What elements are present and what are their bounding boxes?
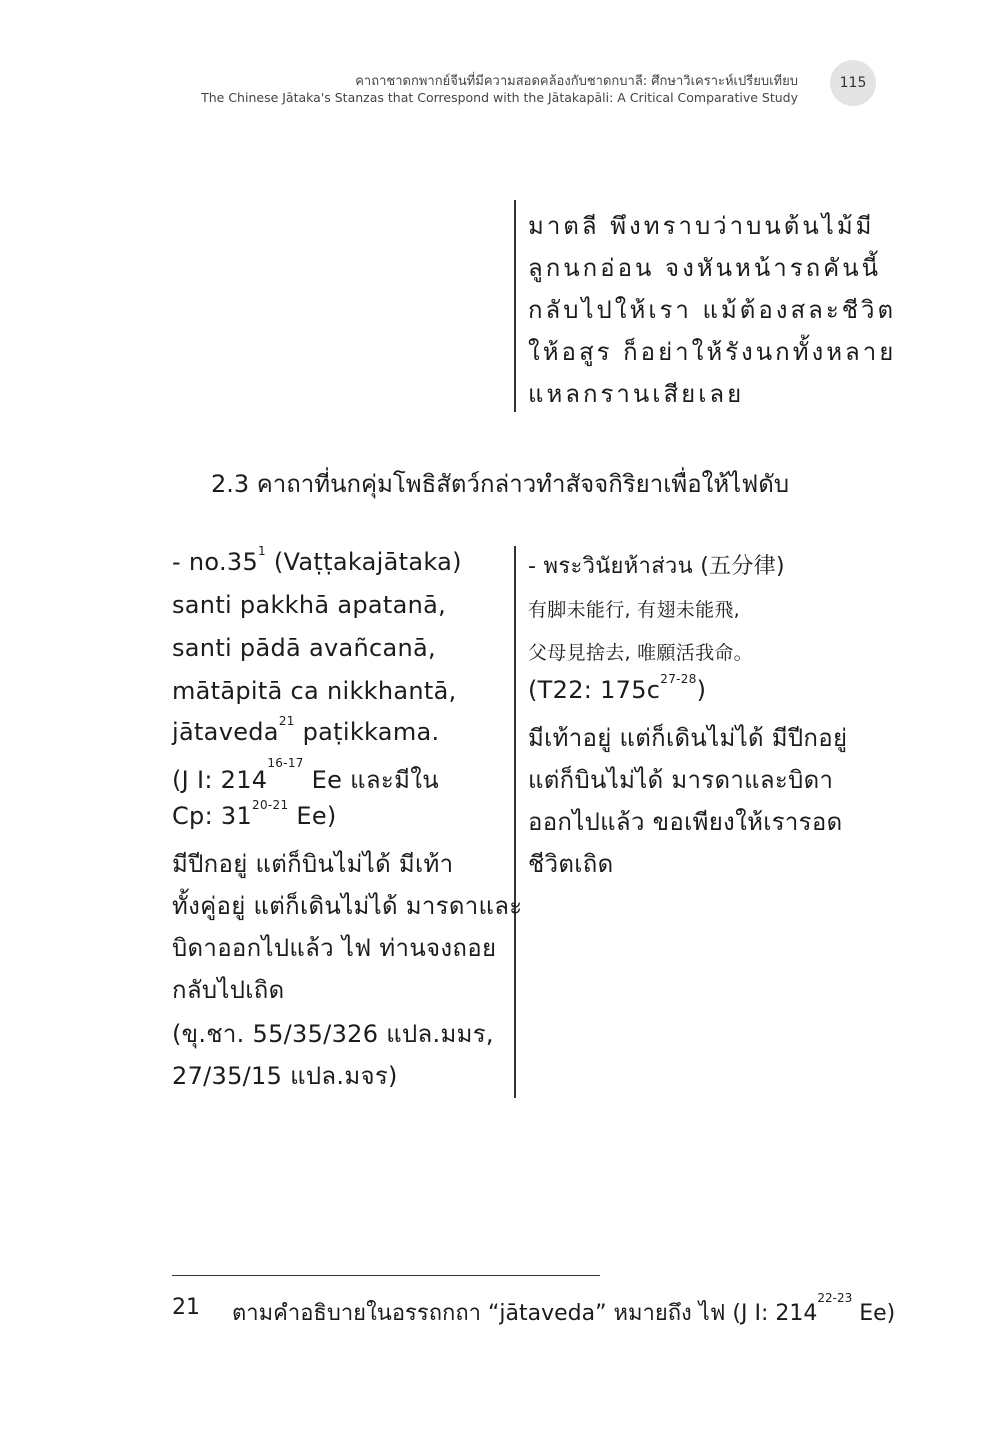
chinese-line: 有脚未能行, 有翅未能飛,: [528, 599, 741, 621]
footnote-ref: 21: [278, 714, 295, 728]
footnote-text: [232, 1291, 896, 1330]
reference-text: Ee): [288, 802, 337, 830]
footnote-number: 21: [172, 1295, 200, 1320]
translation-line: บิดาออกไปแล้ว ไฟ ท่านจงถอย: [172, 934, 497, 962]
left-source-prefix: - no.35: [172, 548, 259, 576]
reference-text: ): [696, 676, 707, 704]
reference-text: (T22: 175c: [528, 676, 661, 704]
reference-text: Cp: 31: [172, 802, 253, 830]
left-source-suffix: (Vaṭṭakajātaka): [265, 548, 462, 576]
top-verse-line: แหลกรานเสียเลย: [528, 380, 745, 408]
top-verse-line: กลับไปให้เรา แม้ต้องสละชีวิต: [528, 296, 897, 324]
translation-line: ออกไปแล้ว ขอเพียงให้เรารอด: [528, 808, 843, 836]
reference-line: (ขุ.ชา. 55/35/326 แปล.มมร,: [172, 1020, 494, 1048]
footnote-ref: 1: [258, 544, 266, 558]
reference-line: 27/35/15 แปล.มจร): [172, 1062, 398, 1090]
pali-line: mātāpitā ca nikkhantā,: [172, 677, 457, 705]
section-heading: 2.3 คาถาที่นกคุ่มโพธิสัตว์กล่าวทำสัจจกิริยาเพื่อให้ไฟดับ: [210, 470, 790, 498]
translation-line: แต่ก็บินไม่ได้ มารดาและบิดา: [528, 766, 834, 794]
pali-word: jātaveda: [172, 718, 279, 746]
translation-line: มีปีกอยู่ แต่ก็บินไม่ได้ มีเท้า: [172, 850, 454, 878]
page-number: 115: [839, 75, 867, 91]
top-verse-line: ลูกนกอ่อน จงหันหน้ารถคันนี้: [528, 254, 882, 282]
reference-text: (J I: 214: [172, 766, 268, 794]
reference-sup: 27-28: [660, 672, 697, 686]
translation-line: ทั้งคู่อยู่ แต่ก็เดินไม่ได้ มารดาและ: [172, 892, 523, 920]
right-source-line: - พระวินัยห้าส่วน (五分律): [528, 554, 785, 579]
pali-line: [172, 714, 440, 746]
pali-word: paṭikkama.: [294, 718, 440, 746]
footnote-sup: 22-23: [817, 1291, 853, 1305]
reference-sup: 20-21: [252, 798, 289, 812]
footnote-text-part: ตามคำอธิบายในอรรถกถา “jātaveda” หมายถึง ไฟ (J I: 214: [232, 1301, 818, 1326]
page-number-badge: [830, 60, 876, 106]
pali-line: santi pādā avañcanā,: [172, 634, 436, 662]
left-source-line: [172, 544, 462, 576]
running-header-thai: คาถาชาดกพากย์จีนที่มีความสอดคล้องกับชาดกบาลี: ศึกษาวิเคราะห์เปรียบเทียบ: [355, 74, 798, 89]
reference-line: [528, 672, 707, 704]
translation-line: ชีวิตเถิด: [528, 850, 614, 878]
translation-line: มีเท้าอยู่ แต่ก็เดินไม่ได้ มีปีกอยู่: [528, 724, 848, 752]
running-header-english: The Chinese Jātaka's Stanzas that Correspond with the Jātakapāli: A Critical Comparative Study: [201, 90, 798, 105]
reference-line: [172, 756, 439, 799]
column-divider: [514, 546, 516, 1098]
reference-sup: 16-17: [267, 756, 304, 770]
translation-line: กลับไปเถิด: [172, 976, 285, 1004]
chinese-line: 父母見捨去, 唯願活我命。: [528, 642, 753, 664]
pali-line: santi pakkhā apatanā,: [172, 591, 447, 619]
reference-line: [172, 798, 337, 830]
top-verse-divider: [514, 200, 516, 412]
top-verse-line: ให้อสูร ก็อย่าให้รังนกทั้งหลาย: [528, 338, 897, 366]
footnote-rule: [172, 1275, 600, 1276]
top-verse-line: มาตลี พึงทราบว่าบนต้นไม้มี: [528, 212, 875, 240]
reference-text: Ee และมีใน: [303, 766, 439, 794]
footnote-text-part: Ee): [852, 1301, 896, 1326]
